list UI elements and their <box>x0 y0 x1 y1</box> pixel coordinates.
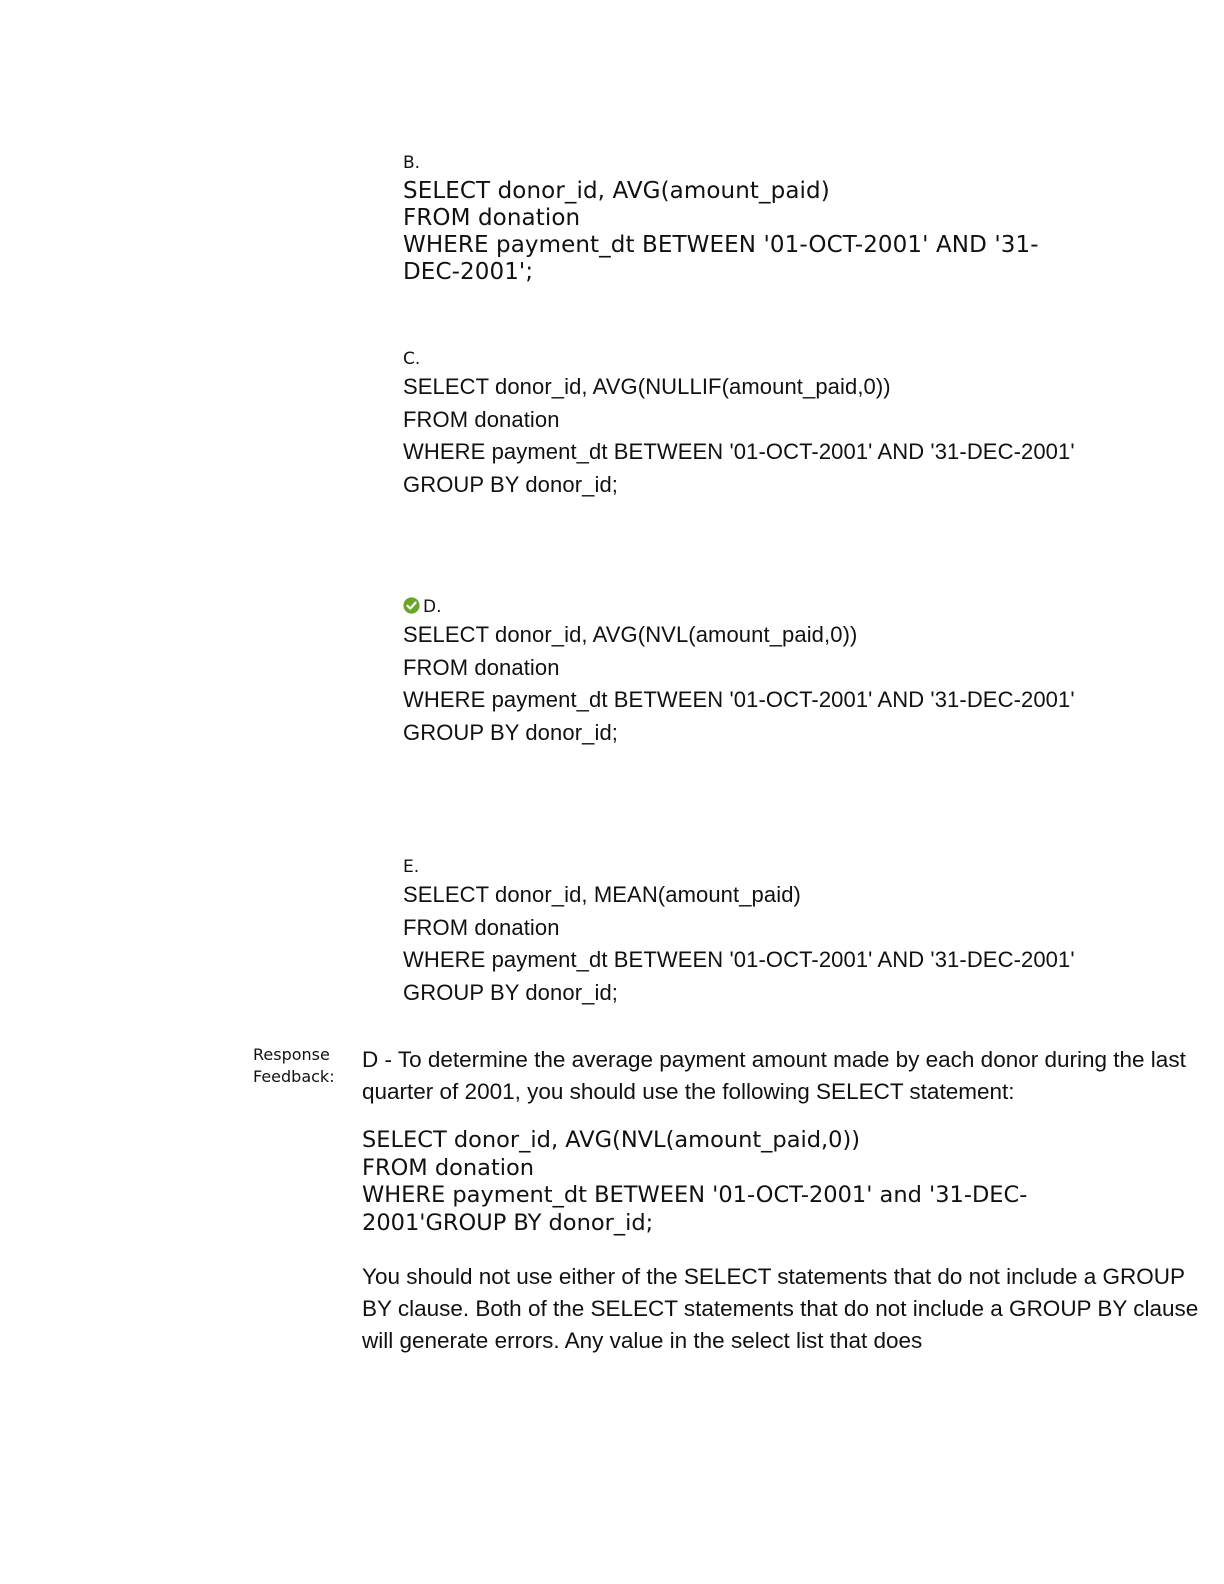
label-line: Feedback: <box>253 1067 335 1086</box>
option-c <box>403 349 1203 501</box>
code-line: SELECT donor_id, AVG(NVL(amount_paid,0)) <box>403 622 858 647</box>
code-line: DEC-2001'; <box>403 259 534 285</box>
option-letter: E. <box>403 857 420 877</box>
label-line: Response <box>253 1045 330 1064</box>
option-b <box>403 153 1203 286</box>
code-line: SELECT donor_id, AVG(NVL(amount_paid,0)) <box>362 1127 861 1153</box>
response-feedback-label <box>253 1044 353 1088</box>
option-letter: D. <box>423 597 442 617</box>
option-letter-row <box>403 597 1203 617</box>
code-line: GROUP BY donor_id; <box>403 979 618 1005</box>
feedback-code-block <box>362 1127 1212 1237</box>
code-line: FROM donation <box>403 914 560 940</box>
feedback-intro: D - To determine the average payment amount made by each donor during the last quarter of 2001, you should use the following SELECT statement: <box>362 1047 1186 1104</box>
code-line: FROM donation <box>362 1154 535 1181</box>
code-line: FROM donation <box>403 406 560 432</box>
code-line: SELECT donor_id, MEAN(amount_paid) <box>403 882 801 907</box>
check-circle-icon <box>403 597 420 614</box>
code-line: WHERE payment_dt BETWEEN '01-OCT-2001' AND '31-DEC-2001' <box>403 947 1075 972</box>
code-line: SELECT donor_id, AVG(NULLIF(amount_paid,0)) <box>403 374 891 399</box>
code-line: WHERE payment_dt BETWEEN '01-OCT-2001' and '31-DEC- <box>362 1182 1028 1208</box>
code-line: WHERE payment_dt BETWEEN '01-OCT-2001' AND '31-DEC-2001' <box>403 439 1075 464</box>
option-e <box>403 857 1203 1009</box>
code-line: FROM donation <box>403 654 560 680</box>
code-line: WHERE payment_dt BETWEEN '01-OCT-2001' AND '31- <box>403 232 1039 258</box>
option-letter: B. <box>403 153 421 173</box>
code-line: WHERE payment_dt BETWEEN '01-OCT-2001' AND '31-DEC-2001' <box>403 687 1075 712</box>
code-line: 2001'GROUP BY donor_id; <box>362 1209 654 1236</box>
option-letter: C. <box>403 349 421 369</box>
option-d <box>403 597 1203 749</box>
code-line: GROUP BY donor_id; <box>403 719 618 745</box>
response-feedback-body <box>362 1044 1212 1357</box>
code-line: SELECT donor_id, AVG(amount_paid) <box>403 178 830 204</box>
feedback-explanation: You should not use either of the SELECT statements that do not include a GROUP BY clause. Both of the SELECT statements that do not include a GROUP BY clause will generate errors. Any value in the select list that does <box>362 1264 1199 1353</box>
code-line: FROM donation <box>403 205 581 231</box>
code-line: GROUP BY donor_id; <box>403 471 618 497</box>
